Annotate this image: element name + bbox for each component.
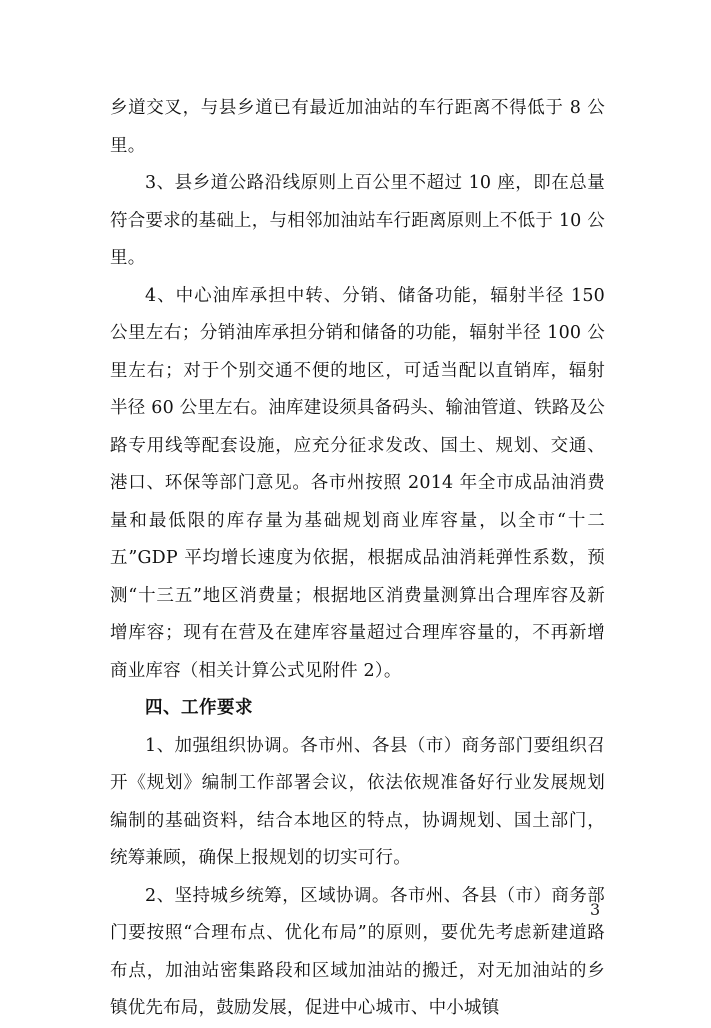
paragraph-item-3: 3、县乡道公路沿线原则上百公里不超过 10 座，即在总量符合要求的基础上，与相邻加油站车行距离原则上不低于 10 公里。 (110, 173, 605, 268)
document-body (110, 90, 605, 1028)
paragraph-item-4: 4、中心油库承担中转、分销、储备功能，辐射半径 150 公里左右；分销油库承担分销和储备的功能，辐射半径 100 公里左右；对于个别交通不便的地区，可适当配以直销库，辐射半径 60 公里左右。油库建设须具备码头、输油管道、铁路及公路专用线等配套设施，应充分征求发改、国土、规划、交通、港口、环保等部门意见。各市州按照 2014 年全市成品油消费量和最低限的库存量为基础规划商业库容量，以全市“十二五”GDP 平均增长速度为依据，根据成品油消耗弹性系数，预测“十三五”地区消费量；根据地区消费量测算出合理库容及新增库容；现有在营及在建库容量超过合理库容量的，不再新增商业库容（相关计算公式见附件 2）。 (110, 285, 605, 681)
requirement-item-1: 1、加强组织协调。各市州、各县（市）商务部门要组织召开《规划》编制工作部署会议，依法依规准备好行业发展规划编制的基础资料，结合本地区的特点，协调规划、国土部门，统筹兼顾，确保上报规划的切实可行。 (110, 735, 605, 868)
section-heading: 四、工作要求 (145, 698, 253, 718)
paragraph-continuation: 乡道交叉，与县乡道已有最近加油站的车行距离不得低于 8 公里。 (110, 98, 605, 156)
requirement-item-2: 2、坚持城乡统筹，区域协调。各市州、各县（市）商务部门要按照“合理布点、优化布局”的原则，要优先考虑新建道路布点，加油站密集路段和区域加油站的搬迁，对无加油站的乡镇优先布局，鼓励发展，促进中心城市、中小城镇 (110, 885, 605, 1018)
page-number: 3 (590, 900, 601, 919)
